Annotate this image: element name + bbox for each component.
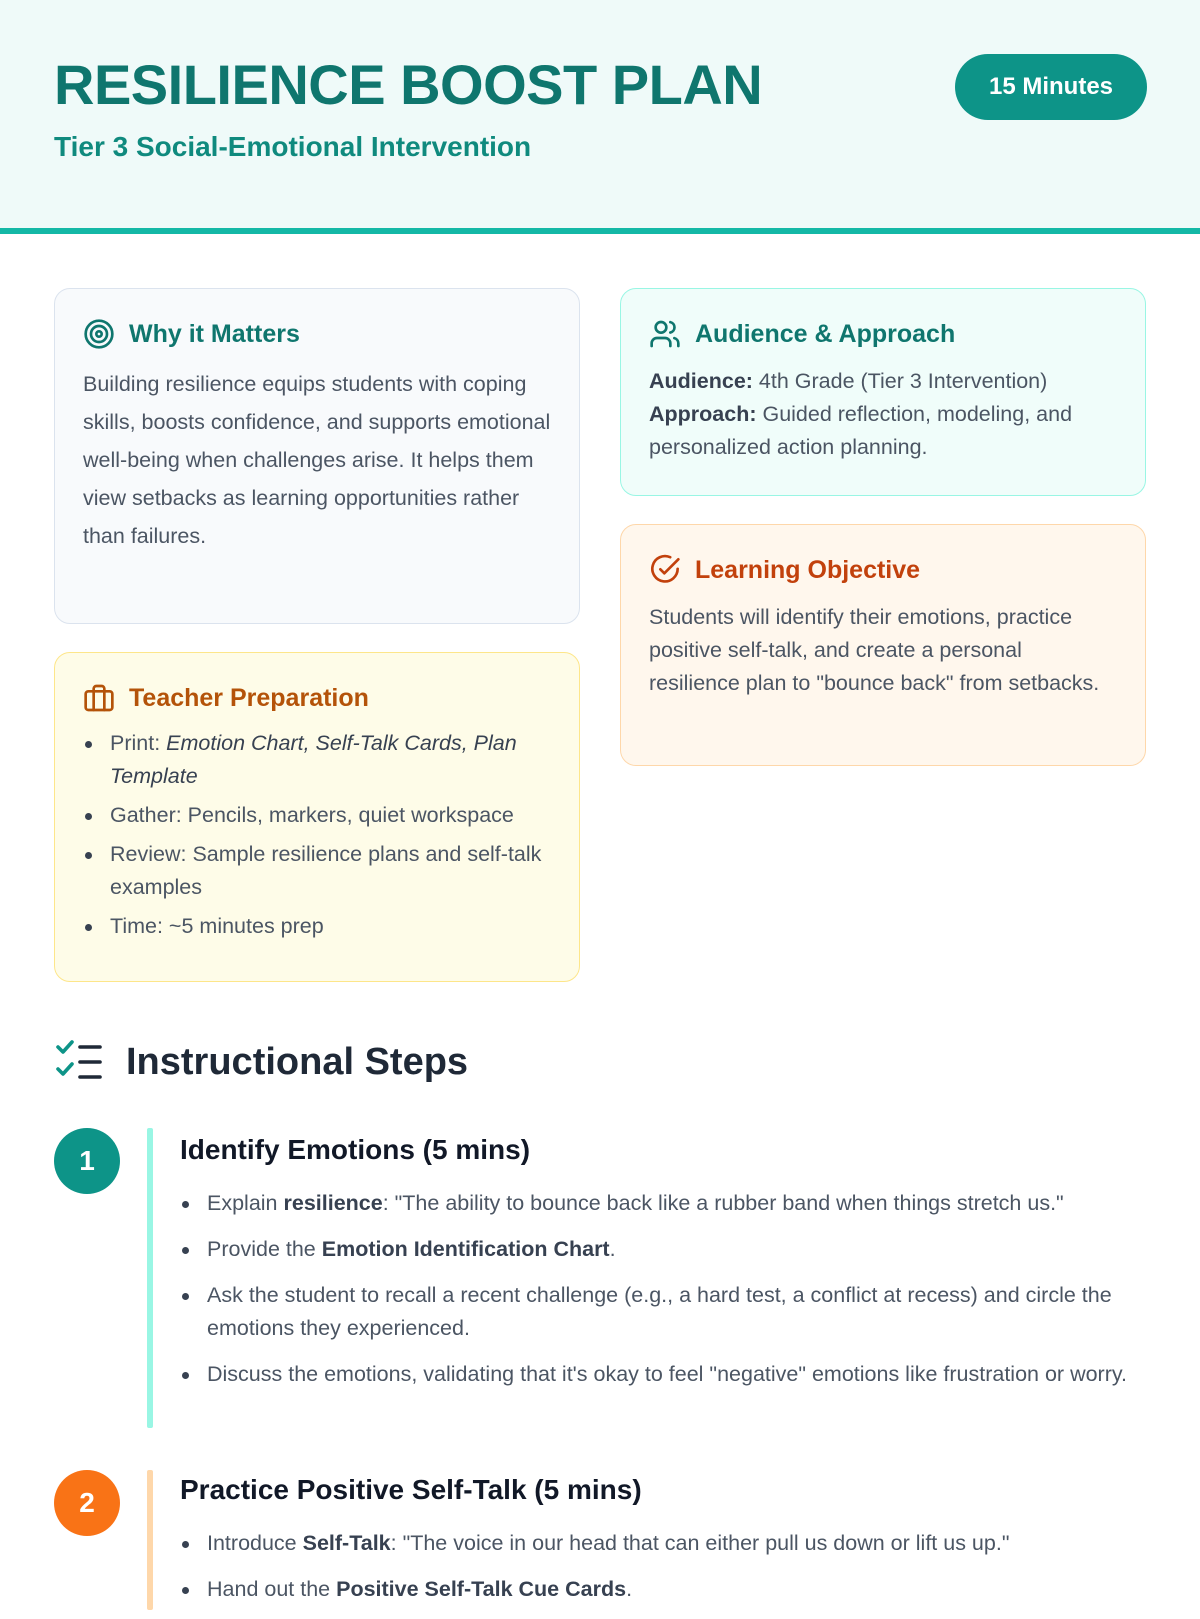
prep-item-text: Review: Sample resilience plans and self-talk examples <box>110 842 542 899</box>
approach-value: Guided reflection, modeling, and personalized action planning. <box>649 402 1073 459</box>
step-2-bar <box>147 1470 153 1610</box>
text: . <box>609 1237 616 1261</box>
teacher-preparation-card <box>54 652 580 982</box>
prep-item-time <box>83 910 551 943</box>
key-term: resilience <box>283 1191 383 1215</box>
page-title: RESILIENCE BOOST PLAN <box>54 53 763 116</box>
prep-item-text: Gather: Pencils, markers, quiet workspace <box>110 803 514 827</box>
why-title: Why it Matters <box>129 319 300 348</box>
audience-title: Audience & Approach <box>695 319 956 348</box>
audience-approach-card <box>620 288 1146 496</box>
text: : "The voice in our head that can either pull us down or lift us up." <box>390 1531 1010 1555</box>
text: Hand out the <box>207 1577 337 1601</box>
key-term: Self-Talk <box>302 1531 391 1555</box>
page-header <box>0 0 1200 234</box>
list-item <box>180 1187 1160 1220</box>
list-item <box>180 1527 1160 1560</box>
prep-item-review <box>83 838 551 904</box>
objective-title: Learning Objective <box>695 555 921 584</box>
step-2-list <box>180 1527 1160 1619</box>
step-1-number: 1 <box>54 1128 120 1194</box>
duration-badge: 15 Minutes <box>955 54 1147 120</box>
prep-item-materials: Emotion Chart, Self-Talk Cards, Plan Template <box>110 731 517 788</box>
target-icon <box>83 318 115 350</box>
objective-body: Students will identify their emotions, practice positive self-talk, and create a personal resilience plan to "bounce back" from setbacks. <box>649 605 1100 695</box>
section-title: Instructional Steps <box>126 1040 469 1083</box>
step-1-bar <box>147 1128 153 1428</box>
text: Provide the <box>207 1237 322 1261</box>
prep-item-gather <box>83 799 551 832</box>
text: . <box>626 1577 633 1601</box>
prep-item-print <box>83 727 551 793</box>
approach-label: Approach: <box>649 402 757 426</box>
why-it-matters-card <box>54 288 580 624</box>
step-1-title: Identify Emotions (5 mins) <box>180 1134 531 1165</box>
briefcase-icon <box>83 682 115 714</box>
prep-item-text: Print: <box>110 731 167 755</box>
key-term: Emotion Identification Chart <box>321 1237 610 1261</box>
learning-objective-card <box>620 524 1146 766</box>
text: Ask the student to recall a recent challenge (e.g., a hard test, a conflict at recess) and circle the emotions they experienced. <box>207 1283 1112 1340</box>
text: Introduce <box>207 1531 303 1555</box>
prep-list <box>83 727 551 943</box>
checklist-icon <box>54 1039 104 1085</box>
prep-item-text: Time: ~5 minutes prep <box>110 914 324 938</box>
text: Explain <box>207 1191 284 1215</box>
audience-label: Audience: <box>649 369 753 393</box>
audience-value: 4th Grade (Tier 3 Intervention) <box>752 369 1048 393</box>
approach-line <box>649 398 1117 464</box>
key-term: Positive Self-Talk Cue Cards <box>336 1577 627 1601</box>
check-circle-icon <box>649 554 681 586</box>
users-icon <box>649 318 681 350</box>
page-subtitle: Tier 3 Social-Emotional Intervention <box>54 131 532 162</box>
audience-line <box>649 365 1117 398</box>
list-item <box>180 1573 1160 1606</box>
list-item <box>180 1279 1160 1345</box>
prep-title: Teacher Preparation <box>129 683 369 712</box>
text: Discuss the emotions, validating that it's okay to feel "negative" emotions like frustration or worry. <box>207 1362 1127 1386</box>
instructional-steps-heading <box>54 1038 468 1086</box>
step-2-title: Practice Positive Self-Talk (5 mins) <box>180 1474 642 1505</box>
step-2-number: 2 <box>54 1470 120 1536</box>
list-item <box>180 1358 1160 1391</box>
step-1-list <box>180 1187 1160 1404</box>
text: : "The ability to bounce back like a rubber band when things stretch us." <box>382 1191 1064 1215</box>
list-item <box>180 1233 1160 1266</box>
why-body: Building resilience equips students with coping skills, boosts confidence, and supports emotional well-being when challenges arise. It helps them view setbacks as learning opportunities rather than failures. <box>83 372 551 548</box>
